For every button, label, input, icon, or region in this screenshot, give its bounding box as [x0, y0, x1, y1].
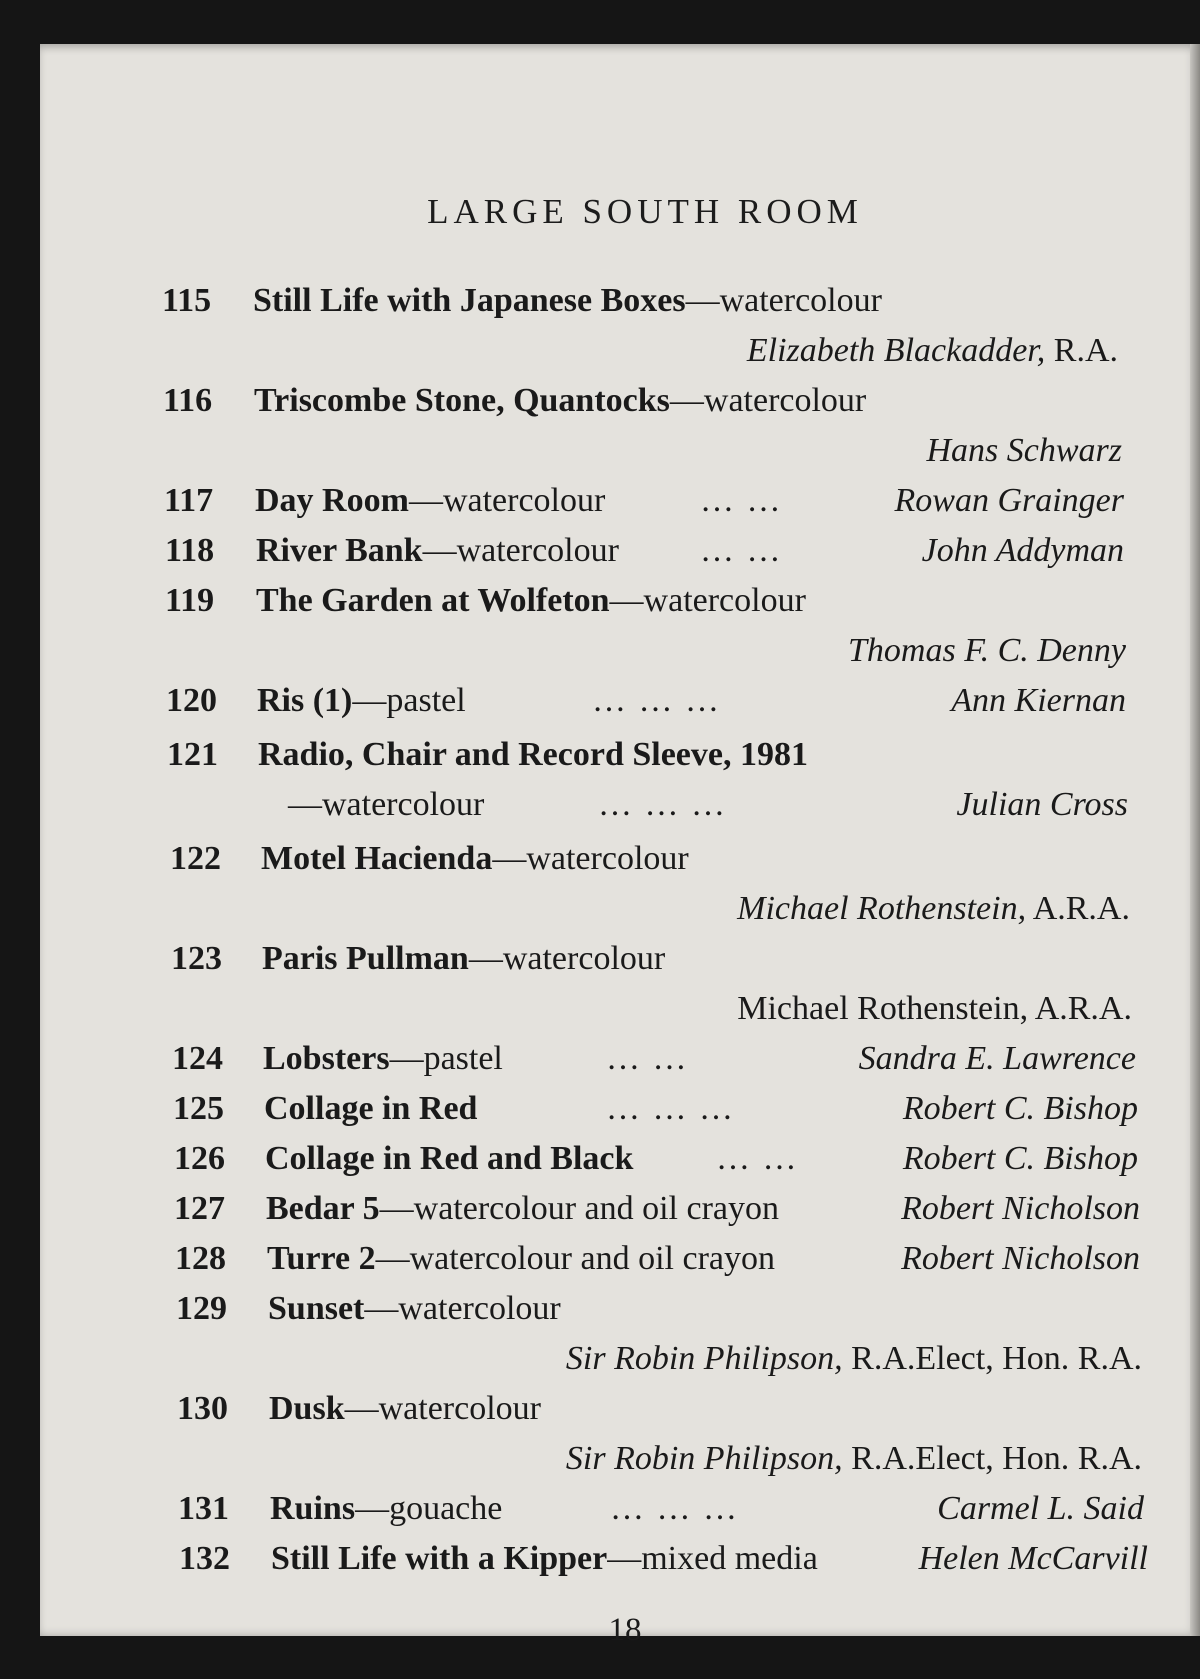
entry-artist: Michael Rothenstein, — [737, 890, 1027, 927]
entry-medium: —watercolour — [669, 382, 867, 419]
list-item — [40, 1540, 1200, 1590]
entry-artist: Robert Nicholson — [901, 1240, 1140, 1277]
entry-medium: —mixed media — [607, 1540, 818, 1577]
list-item — [40, 382, 1200, 482]
page-number: 18 — [608, 1612, 642, 1648]
entry-number: 118 — [165, 532, 215, 569]
leader-dots: … … … — [598, 786, 727, 823]
entry-medium: —watercolour — [422, 532, 619, 569]
entry-number: 127 — [174, 1190, 225, 1227]
entry-medium: —watercolour — [685, 282, 882, 319]
entry-number: 117 — [164, 482, 214, 519]
entry-title: Ris (1) — [257, 682, 353, 719]
entry-medium: —watercolour — [364, 1290, 561, 1327]
leader-dots: … … … — [606, 1090, 735, 1127]
entry-number: 126 — [174, 1140, 225, 1177]
list-item — [40, 282, 1200, 382]
entry-title: Day Room — [255, 482, 409, 519]
entry-artist: Ann Kiernan — [951, 682, 1126, 719]
entry-artist: Robert C. Bishop — [902, 1090, 1138, 1127]
entry-number: 122 — [170, 840, 221, 877]
entry-title: Dusk — [269, 1390, 345, 1427]
list-item — [40, 1040, 1200, 1090]
list-item — [40, 1490, 1200, 1540]
entry-artist: Elizabeth Blackadder, — [746, 332, 1046, 369]
list-item — [40, 1190, 1200, 1240]
entry-artist: Julian Cross — [956, 786, 1128, 823]
entry-artist: Sir Robin Philipson, — [565, 1340, 843, 1377]
entry-number: 125 — [173, 1090, 224, 1127]
leader-dots: … … … — [592, 682, 721, 719]
entry-medium: —watercolour — [492, 840, 689, 877]
leader-dots: … … — [606, 1040, 689, 1077]
entry-title: Turre 2 — [267, 1240, 376, 1277]
catalogue-page — [40, 44, 1200, 1648]
entry-artist: Robert Nicholson — [901, 1190, 1140, 1227]
list-item — [40, 1290, 1200, 1390]
entry-artist: Helen McCarvill — [918, 1540, 1148, 1577]
list-item — [40, 840, 1200, 940]
entry-medium: —watercolour — [609, 582, 806, 619]
list-item — [40, 736, 1200, 836]
entry-artist: Robert C. Bishop — [902, 1140, 1138, 1177]
list-item — [40, 682, 1200, 732]
entry-medium: —watercolour — [288, 786, 485, 823]
list-item — [40, 1140, 1200, 1190]
entry-number: 119 — [165, 582, 215, 619]
entry-number: 115 — [162, 282, 212, 319]
entry-medium: —gouache — [355, 1490, 503, 1527]
list-item — [40, 1240, 1200, 1290]
entry-artist: Hans Schwarz — [926, 432, 1122, 469]
entry-number: 132 — [179, 1540, 230, 1577]
entry-artist: Carmel L. Said — [937, 1490, 1144, 1527]
entry-number: 116 — [163, 382, 213, 419]
entry-medium: —watercolour — [408, 482, 606, 519]
entry-title: Sunset — [268, 1290, 365, 1327]
leader-dots: … … — [716, 1140, 799, 1177]
entry-title: Collage in Red and Black — [265, 1140, 634, 1177]
entry-honours: R.A. — [1045, 332, 1118, 369]
entry-number: 128 — [175, 1240, 226, 1277]
entry-title: Still Life with Japanese Boxes — [253, 282, 686, 319]
entry-artist: Rowan Grainger — [894, 482, 1124, 519]
entry-number: 131 — [178, 1490, 229, 1527]
entry-title: Ruins — [270, 1490, 356, 1527]
leader-dots: … … — [700, 482, 783, 519]
entry-medium: —watercolour — [468, 940, 666, 977]
entry-number: 120 — [166, 682, 217, 719]
list-item — [40, 582, 1200, 682]
entry-number: 129 — [176, 1290, 227, 1327]
entry-title: Lobsters — [263, 1040, 390, 1077]
entry-medium: —pastel — [352, 682, 466, 719]
list-item — [40, 940, 1200, 1040]
list-item — [40, 482, 1200, 532]
list-item — [40, 532, 1200, 582]
entry-honours: R.A.Elect, Hon. R.A. — [842, 1340, 1142, 1377]
entry-number: 130 — [177, 1390, 228, 1427]
entry-artist: Thomas F. C. Denny — [848, 632, 1126, 669]
entry-medium: —watercolour and oil crayon — [375, 1240, 775, 1277]
list-item — [40, 1390, 1200, 1490]
entry-title: Motel Hacienda — [261, 840, 493, 877]
entry-artist: Michael Rothenstein, A.R.A. — [737, 990, 1132, 1027]
entry-title: River Bank — [256, 532, 423, 569]
entry-artist: John Addyman — [921, 532, 1124, 569]
entry-number: 121 — [167, 736, 218, 773]
leader-dots: … … — [700, 532, 783, 569]
entry-title: Triscombe Stone, Quantocks — [254, 382, 670, 419]
entry-title: Still Life with a Kipper — [271, 1540, 608, 1577]
entry-medium: —pastel — [389, 1040, 503, 1077]
exhibit-list — [40, 282, 1200, 1590]
entry-honours: R.A.Elect, Hon. R.A. — [842, 1440, 1142, 1477]
entry-medium: —watercolour — [344, 1390, 541, 1427]
entry-title: Radio, Chair and Record Sleeve, 1981 — [258, 736, 808, 773]
entry-honours: A.R.A. — [1026, 890, 1130, 927]
entry-medium: —watercolour and oil crayon — [379, 1190, 780, 1227]
entry-title: Paris Pullman — [262, 940, 469, 977]
entry-title: Collage in Red — [264, 1090, 478, 1127]
entry-title: The Garden at Wolfeton — [256, 582, 610, 619]
entry-number: 124 — [172, 1040, 223, 1077]
list-item — [40, 1090, 1200, 1140]
leader-dots: … … … — [610, 1490, 739, 1527]
room-heading: LARGE SOUTH ROOM — [427, 192, 863, 231]
entry-number: 123 — [171, 940, 222, 977]
entry-artist: Sandra E. Lawrence — [858, 1040, 1136, 1077]
entry-title: Bedar 5 — [266, 1190, 380, 1227]
entry-artist: Sir Robin Philipson, — [565, 1440, 843, 1477]
